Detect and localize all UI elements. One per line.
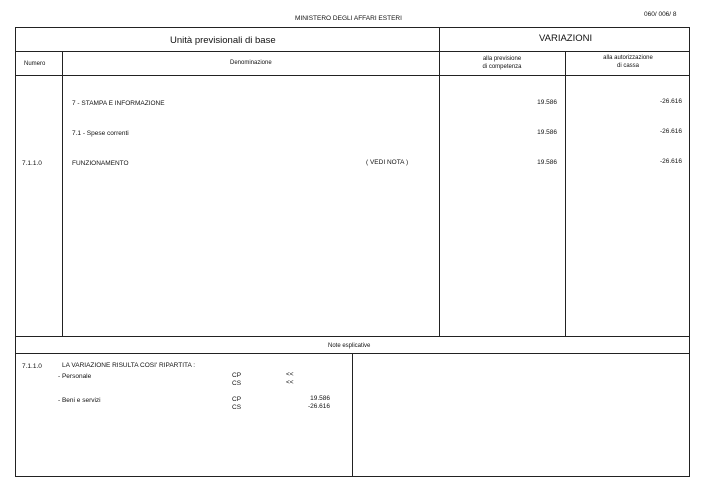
- notes-title: Note esplicative: [328, 343, 371, 349]
- row-2-competenza: 19.586: [537, 129, 557, 136]
- note-item-2-cs-value: -26.616: [307, 403, 330, 410]
- ministry-title: MINISTERO DEGLI AFFARI ESTERI: [295, 15, 402, 22]
- row-2-cassa: -26.616: [659, 128, 682, 135]
- col-header-competenza-line2: di competenza: [482, 64, 522, 70]
- col-header-cassa: [566, 54, 690, 70]
- col-divider-numero: [62, 51, 63, 336]
- notes-heading: LA VARIAZIONE RISULTA COSI' RIPARTITA :: [62, 362, 196, 369]
- page-reference: 060/ 006/ 8: [644, 11, 677, 18]
- header-divider-2: [15, 75, 690, 76]
- notes-divider: [352, 353, 353, 477]
- note-item-2-cp-value: 19.586: [310, 395, 330, 402]
- note-item-2-cp-label: CP: [232, 396, 242, 403]
- row-2-denominazione: 7.1 - Spese correnti: [72, 130, 129, 137]
- col-header-cassa-line2: di cassa: [616, 63, 639, 69]
- note-item-2-label: - Beni e servizi: [58, 397, 101, 404]
- body-bottom-divider: [15, 336, 690, 337]
- note-item-1-cs-label: CS: [232, 380, 242, 387]
- col-header-denominazione: Denominazione: [230, 60, 272, 66]
- row-1-competenza: 19.586: [537, 99, 557, 106]
- row-3-note-ref: ( VEDI NOTA ): [366, 159, 409, 166]
- note-item-2-cs-label: CS: [232, 404, 242, 411]
- note-item-1-cp-label: CP: [232, 372, 242, 379]
- note-item-1-cp-value: <<: [286, 371, 294, 378]
- row-3-cassa: -26.616: [659, 158, 682, 165]
- row-3-numero: 7.1.1.0: [22, 160, 42, 167]
- note-item-1-label: - Personale: [58, 373, 92, 380]
- row-1-cassa: -26.616: [659, 98, 682, 105]
- col-header-numero: Numero: [24, 61, 46, 67]
- left-header: Unità previsionali di base: [170, 35, 276, 46]
- col-header-competenza-line1: alla previsione: [482, 56, 522, 62]
- col-header-cassa-line1: alla autorizzazione: [603, 55, 653, 61]
- variazioni-header: VARIAZIONI: [539, 33, 593, 44]
- row-3-denominazione: FUNZIONAMENTO: [72, 160, 129, 167]
- col-divider-variazioni: [439, 27, 440, 336]
- note-item-1-cs-value: <<: [286, 379, 294, 386]
- col-header-competenza: [440, 55, 564, 71]
- col-divider-cassa: [565, 51, 566, 336]
- notes-code: 7.1.1.0: [22, 363, 42, 370]
- row-1-denominazione: 7 - STAMPA E INFORMAZIONE: [72, 100, 165, 107]
- row-3-competenza: 19.586: [537, 159, 557, 166]
- header-divider-1: [15, 51, 690, 52]
